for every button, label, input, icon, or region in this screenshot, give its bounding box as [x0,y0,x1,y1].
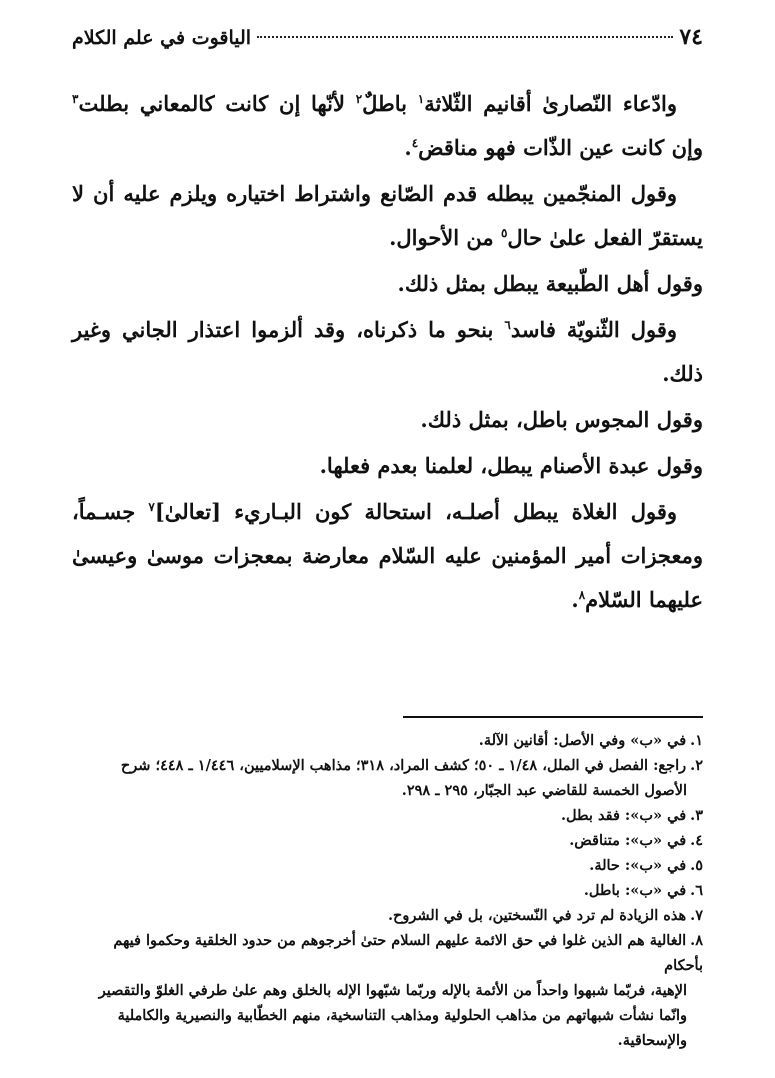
paragraph-text: من الأحوال. [389,225,501,250]
paragraph-text: . [404,135,412,160]
footnote-number: ٣. [690,807,703,824]
header-dot-leader [257,36,673,38]
footnote-marker: ١ [417,92,425,106]
footnote [72,928,703,1053]
footnote-marker: ٢ [355,92,363,106]
footnote [72,828,703,853]
footnote-text: هذه الزيادة لم ترد في النّسختين، بل في الشروح. [387,907,687,924]
paragraph-text: وقول عبدة الأصنام يبطل، لعلمنا بعدم فعلها. [319,453,703,478]
footnote-marker: ٦ [504,318,511,332]
running-title: الياقوت في علم الكلام [72,27,252,49]
paragraph-text: باطلٌ [362,91,418,116]
footnote-text: الغالية هم الذين غلوا في حق الائمة عليهم السلام حتىٰ أخرجوهم من حدود الخلقية وحكموا فيهم بأحكام [113,932,703,974]
footnote-number: ٨. [690,932,703,949]
main-text [72,82,703,624]
footnote-marker: ٣ [72,92,79,106]
paragraph-text: وقول المنجّمين يبطله قدم الصّانع واشتراط اختياره ويلزم عليه أن لا يستقرّ الفعل علىٰ حال [72,181,703,250]
footnote-marker: ٥ [500,226,508,240]
paragraph-text: وقول الغلاة يبطل أصلـه، استحالة كون البـاريء [تعالىٰ] [154,499,677,524]
footnote-number: ٧. [690,907,703,924]
paragraph-text: وقول الثّنويّة فاسد [510,317,677,342]
footnote-number: ٤. [690,832,703,849]
footnote-text: في «ب»: متناقض. [569,832,687,849]
footnote-text: في «ب»: حالة. [589,857,687,874]
paragraph-text: وقول أهل الطّبيعة يبطل بمثل ذلك. [397,271,703,296]
page-header [72,24,703,50]
paragraph [72,490,703,622]
footnote-number: ٥. [690,857,703,874]
footnote-text: في «ب»: فقد بطل. [561,807,687,824]
footnote-separator [403,716,703,718]
footnote-text: في «ب»: باطل. [583,882,687,899]
paragraph-text: وإن كانت عين الذّات فهو مناقض [418,135,703,160]
footnote-marker: ٨ [578,588,586,602]
paragraph [72,444,703,488]
footnote-number: ١. [690,732,703,749]
footnote [72,803,703,828]
footnote [72,878,703,903]
footnote-number: ٦. [690,882,703,899]
footnote-marker: ٤ [411,136,419,150]
footnote-text-continued: الأصول الخمسة للقاضي عبد الجبّار، ٢٩٥ ـ ٢٩٨. [401,782,687,799]
paragraph-text: بنحو ما ذكرناه، وقد ألزموا اعتذار الجاني وغير ذلك. [72,317,703,386]
page-number: ٧٤ [679,24,703,50]
footnote-text: راجع: الفصل في الملل، ١/٤٨ ـ ٥٠؛ كشف المراد، ٣١٨؛ مذاهب الإسلاميين، ١/٤٤٦ ـ ٤٤٨؛ شرح [120,757,687,774]
footnote-text: في «ب» وفي الأصل: أقانين الآلة. [478,732,687,749]
paragraph-text: وادّعاء النّصارىٰ أقانيم الثّلاثة [424,91,677,116]
paragraph-text: وقول المجوس باطل، بمثل ذلك. [420,407,703,432]
footnote [72,853,703,878]
paragraph [72,308,703,396]
paragraph-text: لأنّها إن كانت كالمعاني بطلت [78,91,356,116]
paragraph [72,398,703,442]
footnote [72,753,703,803]
paragraph [72,172,703,260]
footnote [72,903,703,928]
paragraph-text: جسـماً، ومعجزات أمير المؤمنين عليه السّلام معارضة بمعجزات موسىٰ وعيسىٰ عليهما السّلام [72,499,703,612]
footnote-text-continued: الإهية، فربّما شبهوا واحداً من الأئمة بالإله وربّما شبّهوا الإله بالخلق وهم علىٰ طرفي الغلوّ والتقصير وانّما نشأت شبهاتهم من مذاهب الحلولية ومذاهب التناسخية، منهم الخطّابية والنصيرية والكاملية والإسحاقية. [98,982,687,1049]
footnote [72,728,703,753]
paragraph [72,82,703,170]
footnotes [72,728,703,1053]
paragraph-text: . [571,587,579,612]
paragraph [72,262,703,306]
footnote-marker: ٧ [148,500,155,514]
footnote-number: ٢. [690,757,703,774]
